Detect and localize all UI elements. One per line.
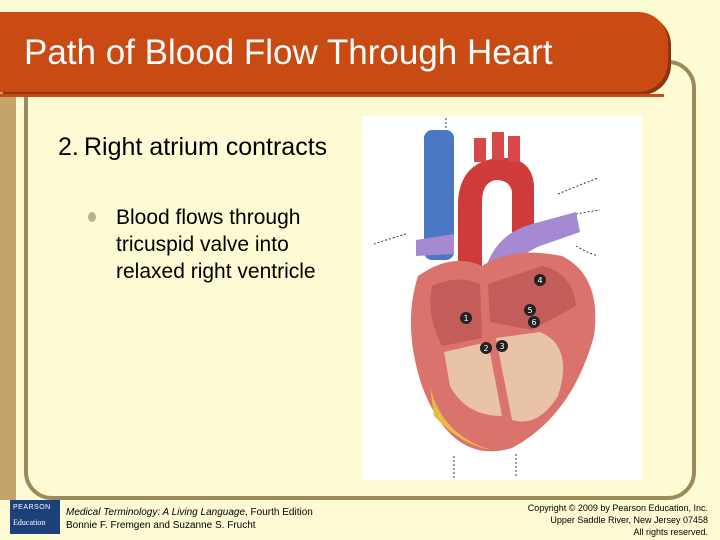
title-underline	[0, 94, 664, 97]
slide-title: Path of Blood Flow Through Heart	[24, 33, 553, 72]
pulmonary-artery-left	[416, 234, 454, 256]
logo-line1: PEARSON	[13, 504, 51, 511]
citation-line1	[66, 506, 313, 519]
left-decor-bar	[0, 60, 16, 500]
logo-line2: Education	[13, 518, 46, 527]
step-label-1: 1	[463, 314, 469, 323]
citation-authors: Bonnie F. Fremgen and Suzanne S. Frucht	[66, 520, 256, 531]
step-label-3: 3	[499, 342, 505, 351]
main-bullet-text: Right atrium contracts	[84, 133, 328, 161]
book-edition: , Fourth Edition	[245, 507, 313, 518]
copyright-line2: Upper Saddle River, New Jersey 07458	[550, 515, 708, 525]
aorta-branch-3	[508, 136, 520, 162]
heart-diagram	[362, 116, 642, 480]
step-label-6: 6	[531, 318, 537, 327]
right-atrium	[430, 279, 482, 346]
sub-bullet-text: Blood flows through tricuspid valve into relaxed right ventricle	[116, 206, 316, 283]
main-bullet-number: 2.	[58, 133, 79, 161]
aorta-branch-2	[492, 132, 504, 160]
heart-illustration	[362, 116, 642, 480]
pearson-logo	[10, 500, 60, 534]
footer-copyright	[528, 502, 708, 538]
copyright-line1: Copyright © 2009 by Pearson Education, Inc.	[527, 503, 708, 513]
step-label-5: 5	[527, 306, 533, 315]
copyright-line3: All rights reserved.	[633, 527, 708, 537]
book-title: Medical Terminology: A Living Language	[66, 507, 245, 518]
step-label-2: 2	[483, 344, 489, 353]
footer-citation	[66, 506, 313, 532]
step-label-4: 4	[537, 276, 543, 285]
aorta-branch-1	[474, 138, 486, 162]
bullet-dot-icon	[88, 212, 96, 222]
